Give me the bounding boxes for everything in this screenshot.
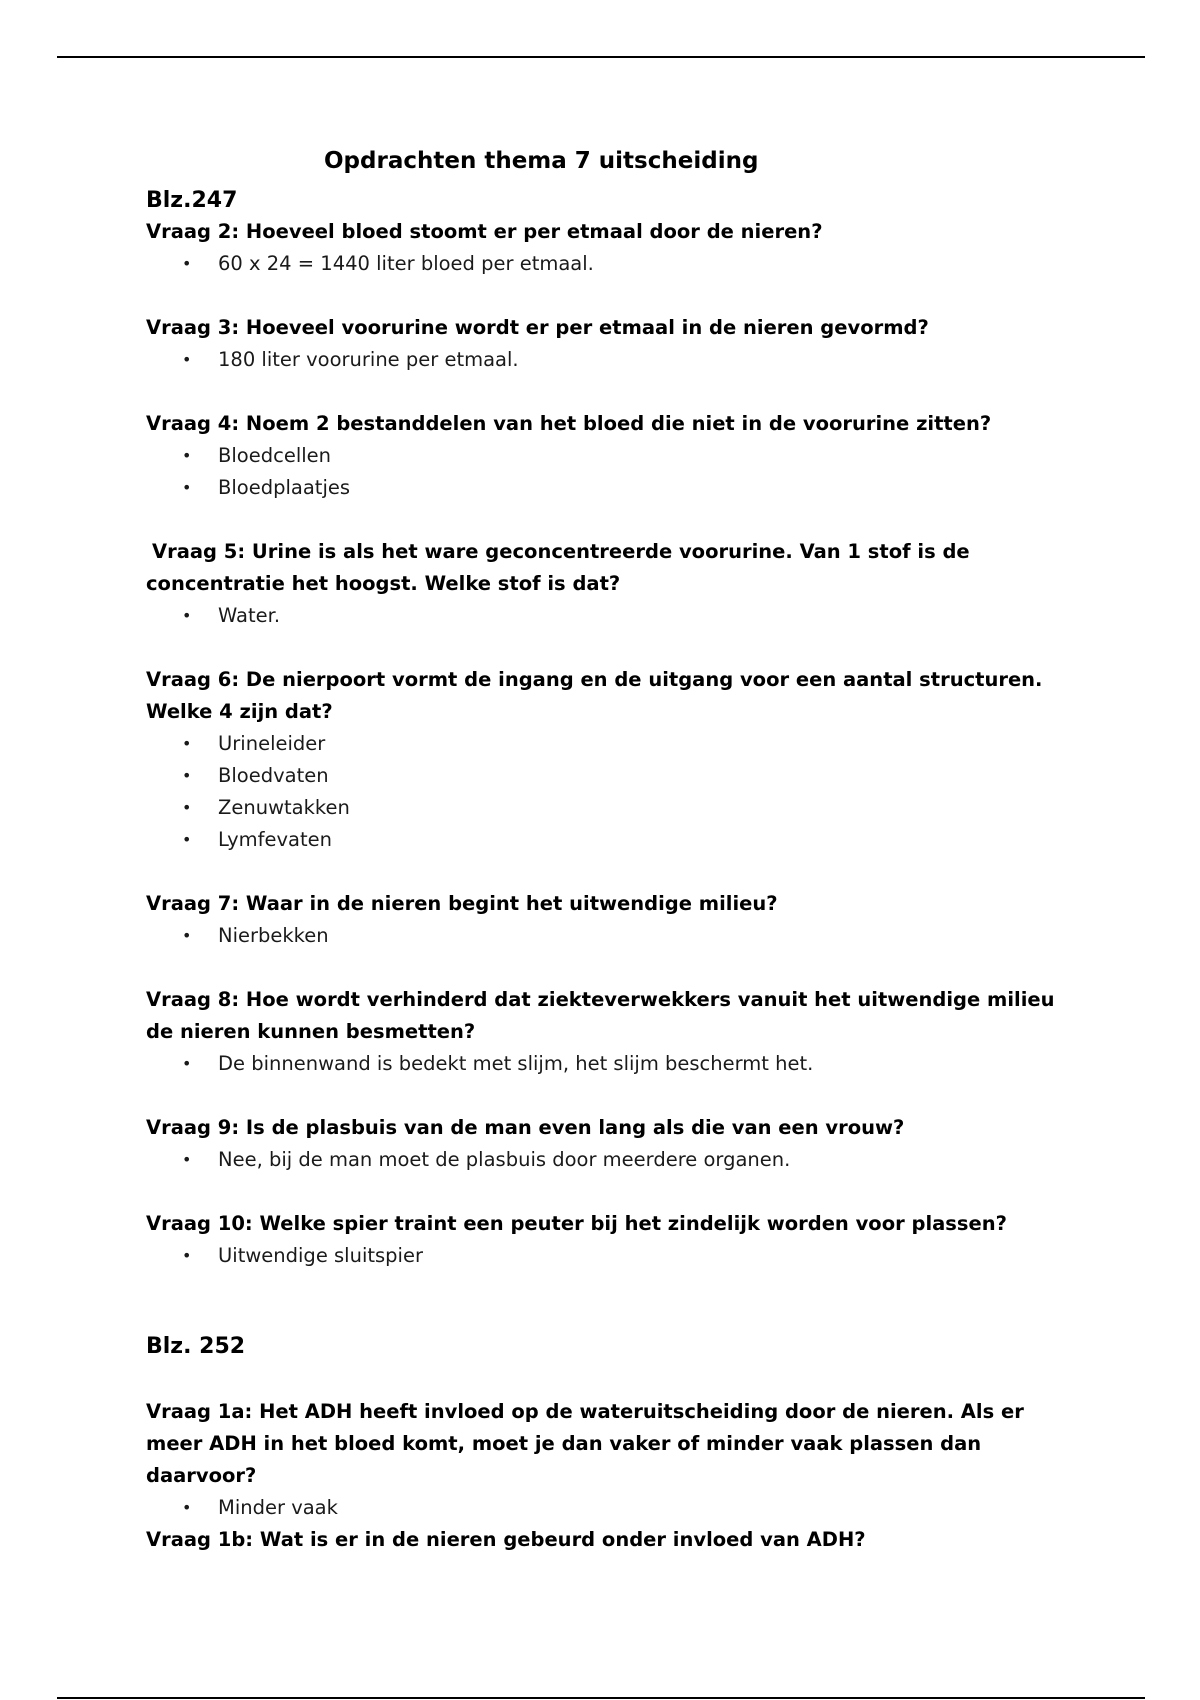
question-block xyxy=(146,664,1066,856)
question-text: Vraag 10: Welke spier traint een peuter bij het zindelijk worden voor plassen? xyxy=(146,1212,1007,1235)
question-text: Vraag 3: Hoeveel voorurine wordt er per etmaal in de nieren gevormd? xyxy=(146,316,929,339)
bullet-icon: • xyxy=(182,254,192,273)
question-block xyxy=(146,536,1066,632)
answer-list xyxy=(146,440,1066,504)
question-text: Vraag 1a: Het ADH heeft invloed op de wateruitscheiding door de nieren. Als er meer ADH in het bloed komt, moet je dan vaker of minder vaak plassen dan daarvoor? xyxy=(146,1400,1024,1487)
answer-item: • Water. xyxy=(146,600,1066,632)
answer-item: • Zenuwtakken xyxy=(146,792,1066,824)
question-block xyxy=(146,888,1066,952)
bullet-icon: • xyxy=(182,606,192,625)
header-rule xyxy=(57,56,1145,58)
question-block xyxy=(146,1112,1066,1176)
bullet-icon: • xyxy=(182,350,192,369)
answer-list xyxy=(146,1144,1066,1176)
answer-list xyxy=(146,1240,1066,1272)
answer-item: • Lymfevaten xyxy=(146,824,1066,856)
answer-list xyxy=(146,248,1066,280)
answer-item: • De binnenwand is bedekt met slijm, het slijm beschermt het. xyxy=(146,1048,1066,1080)
answer-item: • Nee, bij de man moet de plasbuis door meerdere organen. xyxy=(146,1144,1066,1176)
footer-rule xyxy=(57,1697,1145,1699)
answer-item: • Nierbekken xyxy=(146,920,1066,952)
question-block xyxy=(146,216,1066,280)
question-text: Vraag 8: Hoe wordt verhinderd dat ziekteverwekkers vanuit het uitwendige milieu de nieren kunnen besmetten? xyxy=(146,988,1055,1043)
bullet-icon: • xyxy=(182,1054,192,1073)
question-block xyxy=(146,312,1066,376)
question-text: Vraag 6: De nierpoort vormt de ingang en de uitgang voor een aantal structuren. Welke 4 zijn dat? xyxy=(146,668,1043,723)
question-text: Vraag 7: Waar in de nieren begint het uitwendige milieu? xyxy=(146,892,778,915)
answer-list xyxy=(146,600,1066,632)
page-reference-2: Blz. 252 xyxy=(146,1334,246,1359)
bullet-icon: • xyxy=(182,926,192,945)
answer-list xyxy=(146,344,1066,376)
bullet-icon: • xyxy=(182,734,192,753)
document-body xyxy=(146,146,1066,1556)
answer-item: • 60 x 24 = 1440 liter bloed per etmaal. xyxy=(146,248,1066,280)
answer-list xyxy=(146,920,1066,952)
question-block xyxy=(146,408,1066,504)
question-block xyxy=(146,1524,1066,1556)
answer-item: • Bloedvaten xyxy=(146,760,1066,792)
question-block xyxy=(146,984,1066,1080)
question-text: Vraag 5: Urine is als het ware geconcentreerde voorurine. Van 1 stof is de concentratie het hoogst. Welke stof is dat? xyxy=(146,540,970,595)
bullet-icon: • xyxy=(182,446,192,465)
bullet-icon: • xyxy=(182,478,192,497)
answer-list xyxy=(146,1048,1066,1080)
answer-item: • 180 liter voorurine per etmaal. xyxy=(146,344,1066,376)
answer-item: • Bloedplaatjes xyxy=(146,472,1066,504)
question-text: Vraag 9: Is de plasbuis van de man even lang als die van een vrouw? xyxy=(146,1116,905,1139)
answer-item: • Bloedcellen xyxy=(146,440,1066,472)
question-block xyxy=(146,1396,1066,1524)
document-title: Opdrachten thema 7 uitscheiding xyxy=(324,148,759,174)
bullet-icon: • xyxy=(182,1246,192,1265)
bullet-icon: • xyxy=(182,798,192,817)
question-text: Vraag 4: Noem 2 bestanddelen van het bloed die niet in de voorurine zitten? xyxy=(146,412,992,435)
bullet-icon: • xyxy=(182,830,192,849)
bullet-icon: • xyxy=(182,1150,192,1169)
page-reference-1: Blz.247 xyxy=(146,188,238,213)
answer-list xyxy=(146,728,1066,856)
bullet-icon: • xyxy=(182,766,192,785)
answer-list xyxy=(146,1492,1066,1524)
answer-item: • Minder vaak xyxy=(146,1492,1066,1524)
answer-item: • Uitwendige sluitspier xyxy=(146,1240,1066,1272)
question-text: Vraag 2: Hoeveel bloed stoomt er per etmaal door de nieren? xyxy=(146,220,823,243)
question-text: Vraag 1b: Wat is er in de nieren gebeurd onder invloed van ADH? xyxy=(146,1528,866,1551)
bullet-icon: • xyxy=(182,1498,192,1517)
question-block xyxy=(146,1208,1066,1272)
answer-item: • Urineleider xyxy=(146,728,1066,760)
